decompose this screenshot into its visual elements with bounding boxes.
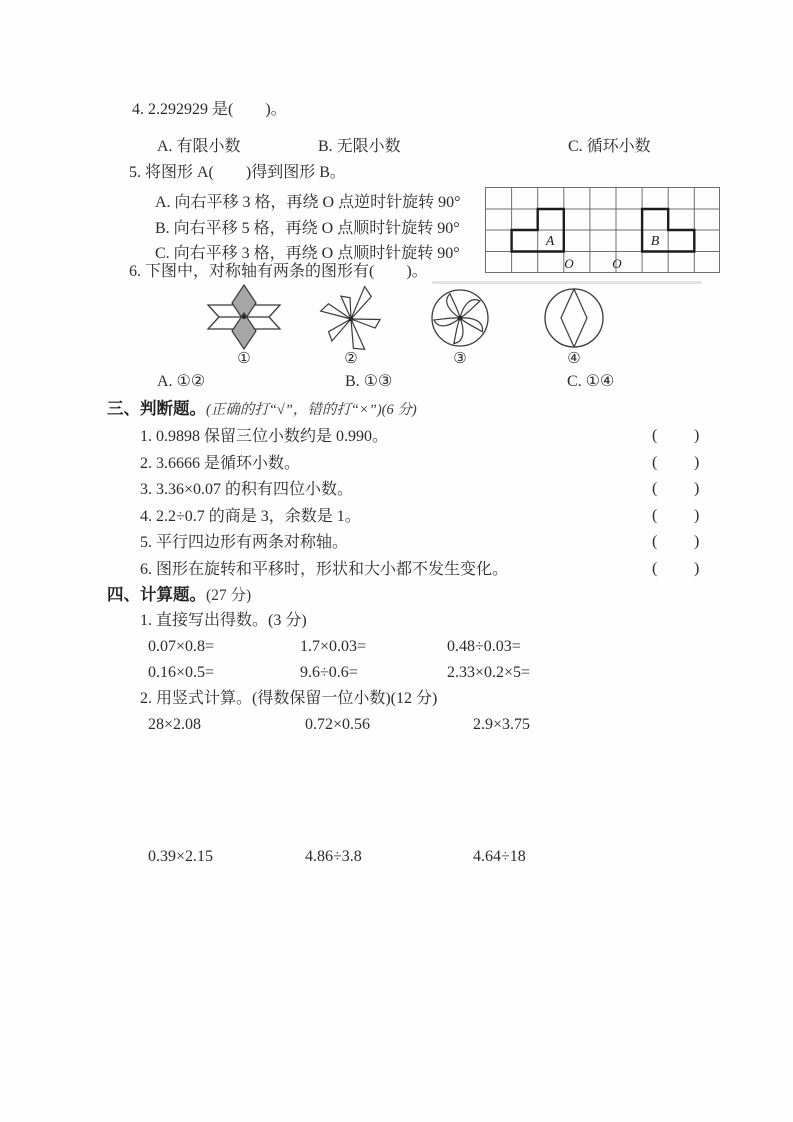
- question-4-option-a: A. 有限小数: [157, 138, 241, 155]
- question-5-option-b: B. 向右平移 5 格，再绕 O 点顺时针旋转 90°: [155, 220, 460, 237]
- scan-artifact-streak: [432, 281, 702, 284]
- figure-4-rhombus-in-circle: [544, 286, 604, 355]
- judgment-item-6-bracket-open: (: [652, 560, 658, 577]
- figure-4-label: ④: [567, 351, 581, 367]
- figure-2-label: ②: [344, 351, 358, 367]
- judgment-item-2-bracket-close: ): [694, 454, 700, 471]
- mental-math-1-3: 0.48÷0.03=: [447, 638, 521, 655]
- vertical-calc-2-3: 4.64÷18: [473, 848, 526, 865]
- judgment-item-1-bracket-close: ): [694, 427, 700, 444]
- question-6-option-b: B. ①③: [345, 373, 393, 390]
- figure-3-center-dot: [458, 316, 463, 321]
- judgment-item-1-bracket-open: (: [652, 427, 658, 444]
- section-4-title-bold: 四、计算题。: [107, 586, 206, 604]
- section-3-title: [107, 399, 417, 420]
- figure-2-center-dot: [349, 317, 354, 322]
- figure-3-label: ③: [453, 351, 467, 367]
- judgment-item-2-bracket-open: (: [652, 454, 658, 471]
- judgment-item-3-bracket-close: ): [694, 480, 700, 497]
- judgment-item-1: 1. 0.9898 保留三位小数约是 0.990。: [140, 428, 389, 445]
- vertical-calc-1-3: 2.9×3.75: [473, 716, 531, 733]
- question-5-option-c: C. 向右平移 3 格，再绕 O 点顺时针旋转 90°: [155, 245, 460, 262]
- question-6-option-c: C. ①④: [567, 373, 615, 390]
- judgment-item-3: 3. 3.36×0.07 的积有四位小数。: [140, 481, 354, 498]
- vertical-calc-1-1: 28×2.08: [148, 716, 202, 733]
- mental-math-2-1: 0.16×0.5=: [148, 664, 215, 681]
- judgment-item-5: 5. 平行四边形有两条对称轴。: [140, 534, 349, 551]
- judgment-item-3-bracket-open: (: [652, 480, 658, 497]
- translation-rotation-grid-diagram: [485, 187, 720, 278]
- grid-label-o2: O: [612, 256, 622, 271]
- mental-math-2-3: 2.33×0.2×5=: [447, 664, 531, 681]
- judgment-item-6-bracket-close: ): [694, 560, 700, 577]
- mental-math-2-2: 9.6÷0.6=: [300, 664, 358, 681]
- section-3-title-note: (正确的打“√”，错的打“×”)(6 分): [206, 402, 417, 418]
- judgment-item-2: 2. 3.6666 是循环小数。: [140, 455, 301, 472]
- section-4-title: [107, 585, 251, 606]
- section-4-sub-1: 1. 直接写出得数。(3 分): [140, 612, 307, 629]
- figure-4-rhombus: [561, 289, 587, 347]
- figure-1-diamond-star: [204, 284, 284, 355]
- vertical-calc-2-1: 0.39×2.15: [148, 848, 214, 865]
- grid-label-b: B: [650, 234, 660, 249]
- question-4-stem: 4. 2.292929 是( )。: [132, 101, 287, 118]
- section-4-title-note: (27 分): [206, 587, 252, 604]
- judgment-item-4: 4. 2.2÷0.7 的商是 3，余数是 1。: [140, 508, 361, 525]
- question-5-stem: 5. 将图形 A( )得到图形 B。: [129, 164, 346, 181]
- vertical-calc-2-2: 4.86÷3.8: [305, 848, 362, 865]
- question-4-option-b: B. 无限小数: [318, 138, 401, 155]
- section-4-sub-2: 2. 用竖式计算。(得数保留一位小数)(12 分): [140, 690, 438, 707]
- grid-label-a: A: [545, 234, 555, 249]
- mental-math-1-1: 0.07×0.8=: [148, 638, 215, 655]
- section-3-title-bold: 三、判断题。: [107, 400, 206, 418]
- question-6-stem: 6. 下图中，对称轴有两条的图形有( )。: [129, 263, 428, 280]
- figure-4-circle: [545, 289, 603, 347]
- judgment-item-6: 6. 图形在旋转和平移时，形状和大小都不发生变化。: [140, 561, 509, 578]
- grid-label-o1: O: [564, 256, 574, 271]
- question-6-option-a: A. ①②: [157, 373, 206, 390]
- vertical-calc-1-2: 0.72×0.56: [305, 716, 371, 733]
- figure-1-label: ①: [237, 351, 251, 367]
- figure-2-pinwheel-triangles: [312, 282, 390, 357]
- figure-3-flower-in-circle: [428, 287, 492, 354]
- mental-math-1-2: 1.7×0.03=: [300, 638, 367, 655]
- question-5-option-a: A. 向右平移 3 格，再绕 O 点逆时针旋转 90°: [155, 194, 461, 211]
- judgment-item-4-bracket-close: ): [694, 507, 700, 524]
- judgment-item-4-bracket-open: (: [652, 507, 658, 524]
- figure-1-center-dot: [242, 315, 246, 319]
- judgment-item-5-bracket-open: (: [652, 533, 658, 550]
- question-4-option-c: C. 循环小数: [568, 138, 651, 155]
- judgment-item-5-bracket-close: ): [694, 533, 700, 550]
